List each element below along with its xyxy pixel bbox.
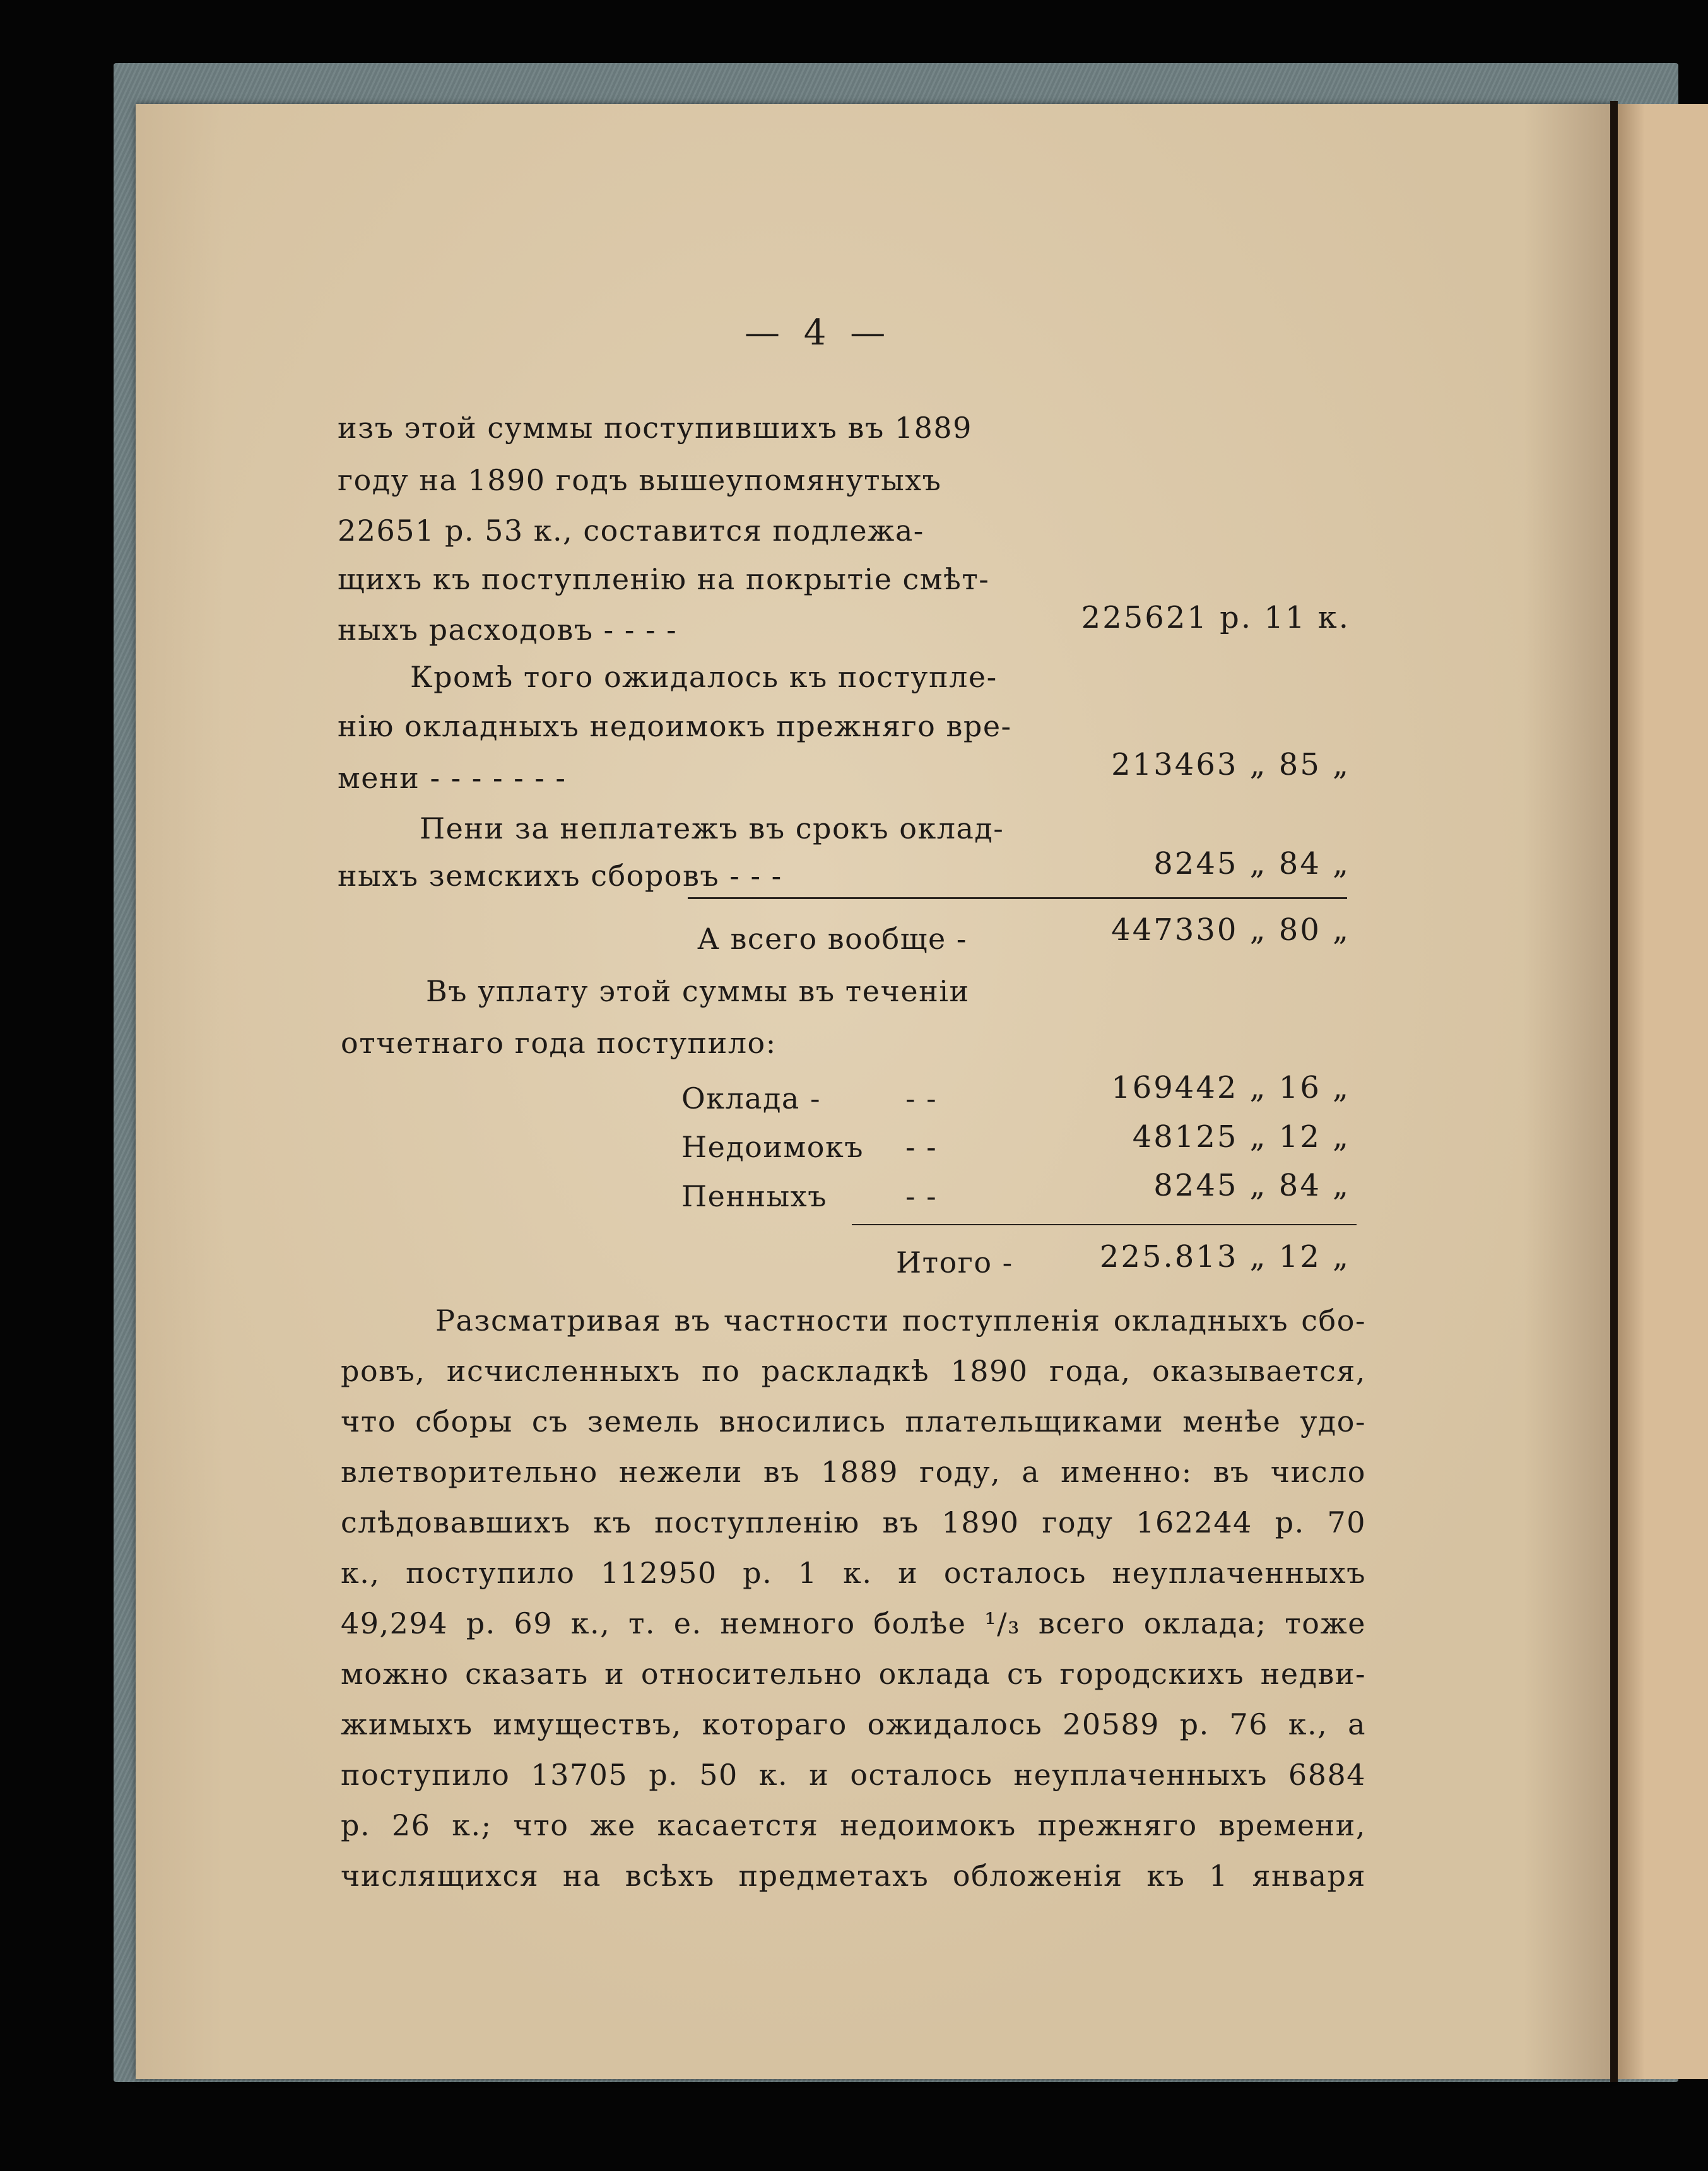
intro-line: 22651 р. 53 к., составится подлежа- [338,514,924,548]
body-line: поступило 13705 р. 50 к. и осталось неуплаченныхъ 6884 [341,1758,1366,1792]
received-item-label: Оклада - [681,1081,822,1115]
body-line: р. 26 к.; что же касаетстя недоимокъ прежняго времени, [341,1808,1366,1842]
body-line: влетворительно нежели въ 1889 году, а именно: въ число [341,1455,1366,1489]
intro-line: году на 1890 годъ вышеупомянутыхъ [338,463,942,497]
body-line: к., поступило 112950 р. 1 к. и осталось неуплаченныхъ [341,1556,1366,1590]
received-item-amount: 48125 „ 12 „ [1132,1119,1350,1155]
sum-rule [688,897,1347,899]
body-line: Разсматривая въ частности поступленія окладныхъ сбо- [435,1303,1366,1338]
total-all-amount: 447330 „ 80 „ [1111,912,1350,948]
body-line: жимыхъ имуществъ, котораго ожидалось 20589 р. 76 к., а [341,1707,1366,1741]
received-item-label: Пенныхъ [681,1179,827,1213]
received-sum-rule [852,1224,1357,1225]
body-line: можно сказать и относительно оклада съ городскихъ недви- [341,1657,1366,1691]
received-item-amount: 8245 „ 84 „ [1153,1168,1350,1203]
page-number: — 4 — [745,312,892,353]
arrears-line: мени - - - - - - - [338,761,567,795]
received-item-dashes: - - [905,1179,938,1213]
body-line: ровъ, исчисленныхъ по раскладкѣ 1890 года, оказывается, [341,1354,1366,1388]
intro-line: изъ этой суммы поступившихъ въ 1889 [338,411,972,445]
received-total-amount: 225.813 „ 12 „ [1099,1239,1350,1274]
body-line: 49,294 р. 69 к., т. е. немного болѣе ¹/₃ всего оклада; тоже [341,1606,1366,1640]
received-item-label: Недоимокъ [681,1130,864,1164]
penalties-line: Пени за неплатежъ въ срокъ оклад- [420,811,1004,845]
penalties-amount: 8245 „ 84 „ [1153,846,1350,881]
intro-amount: 225621 р. 11 к. [1081,600,1350,635]
received-total-label: Итого - [896,1245,1013,1280]
received-intro-line: Въ уплату этой суммы въ теченіи [426,974,970,1008]
received-item-amount: 169442 „ 16 „ [1111,1070,1350,1105]
received-item-dashes: - - [905,1130,938,1164]
book-gutter [1610,101,1618,2082]
body-line: слѣдовавшихъ къ поступленію въ 1890 году 162244 р. 70 [341,1505,1366,1539]
arrears-line: нію окладныхъ недоимокъ прежняго вре- [338,709,1012,743]
received-intro-line: отчетнаго года поступило: [341,1026,777,1060]
intro-line: щихъ къ поступленію на покрытіе смѣт- [338,562,990,596]
body-line: что сборы съ земель вносились плательщиками менѣе удо- [341,1404,1366,1439]
arrears-line: Кромѣ того ожидалось къ поступле- [410,660,998,694]
intro-line: ныхъ расходовъ - - - - [338,613,678,647]
arrears-amount: 213463 „ 85 „ [1111,747,1350,782]
penalties-line: ныхъ земскихъ сборовъ - - - [338,859,782,893]
received-item-dashes: - - [905,1081,938,1115]
body-line: числящихся на всѣхъ предметахъ обложенія къ 1 января [341,1859,1366,1893]
total-all-label: А всего вообще - [697,922,967,956]
next-page-edge [1618,104,1708,2079]
